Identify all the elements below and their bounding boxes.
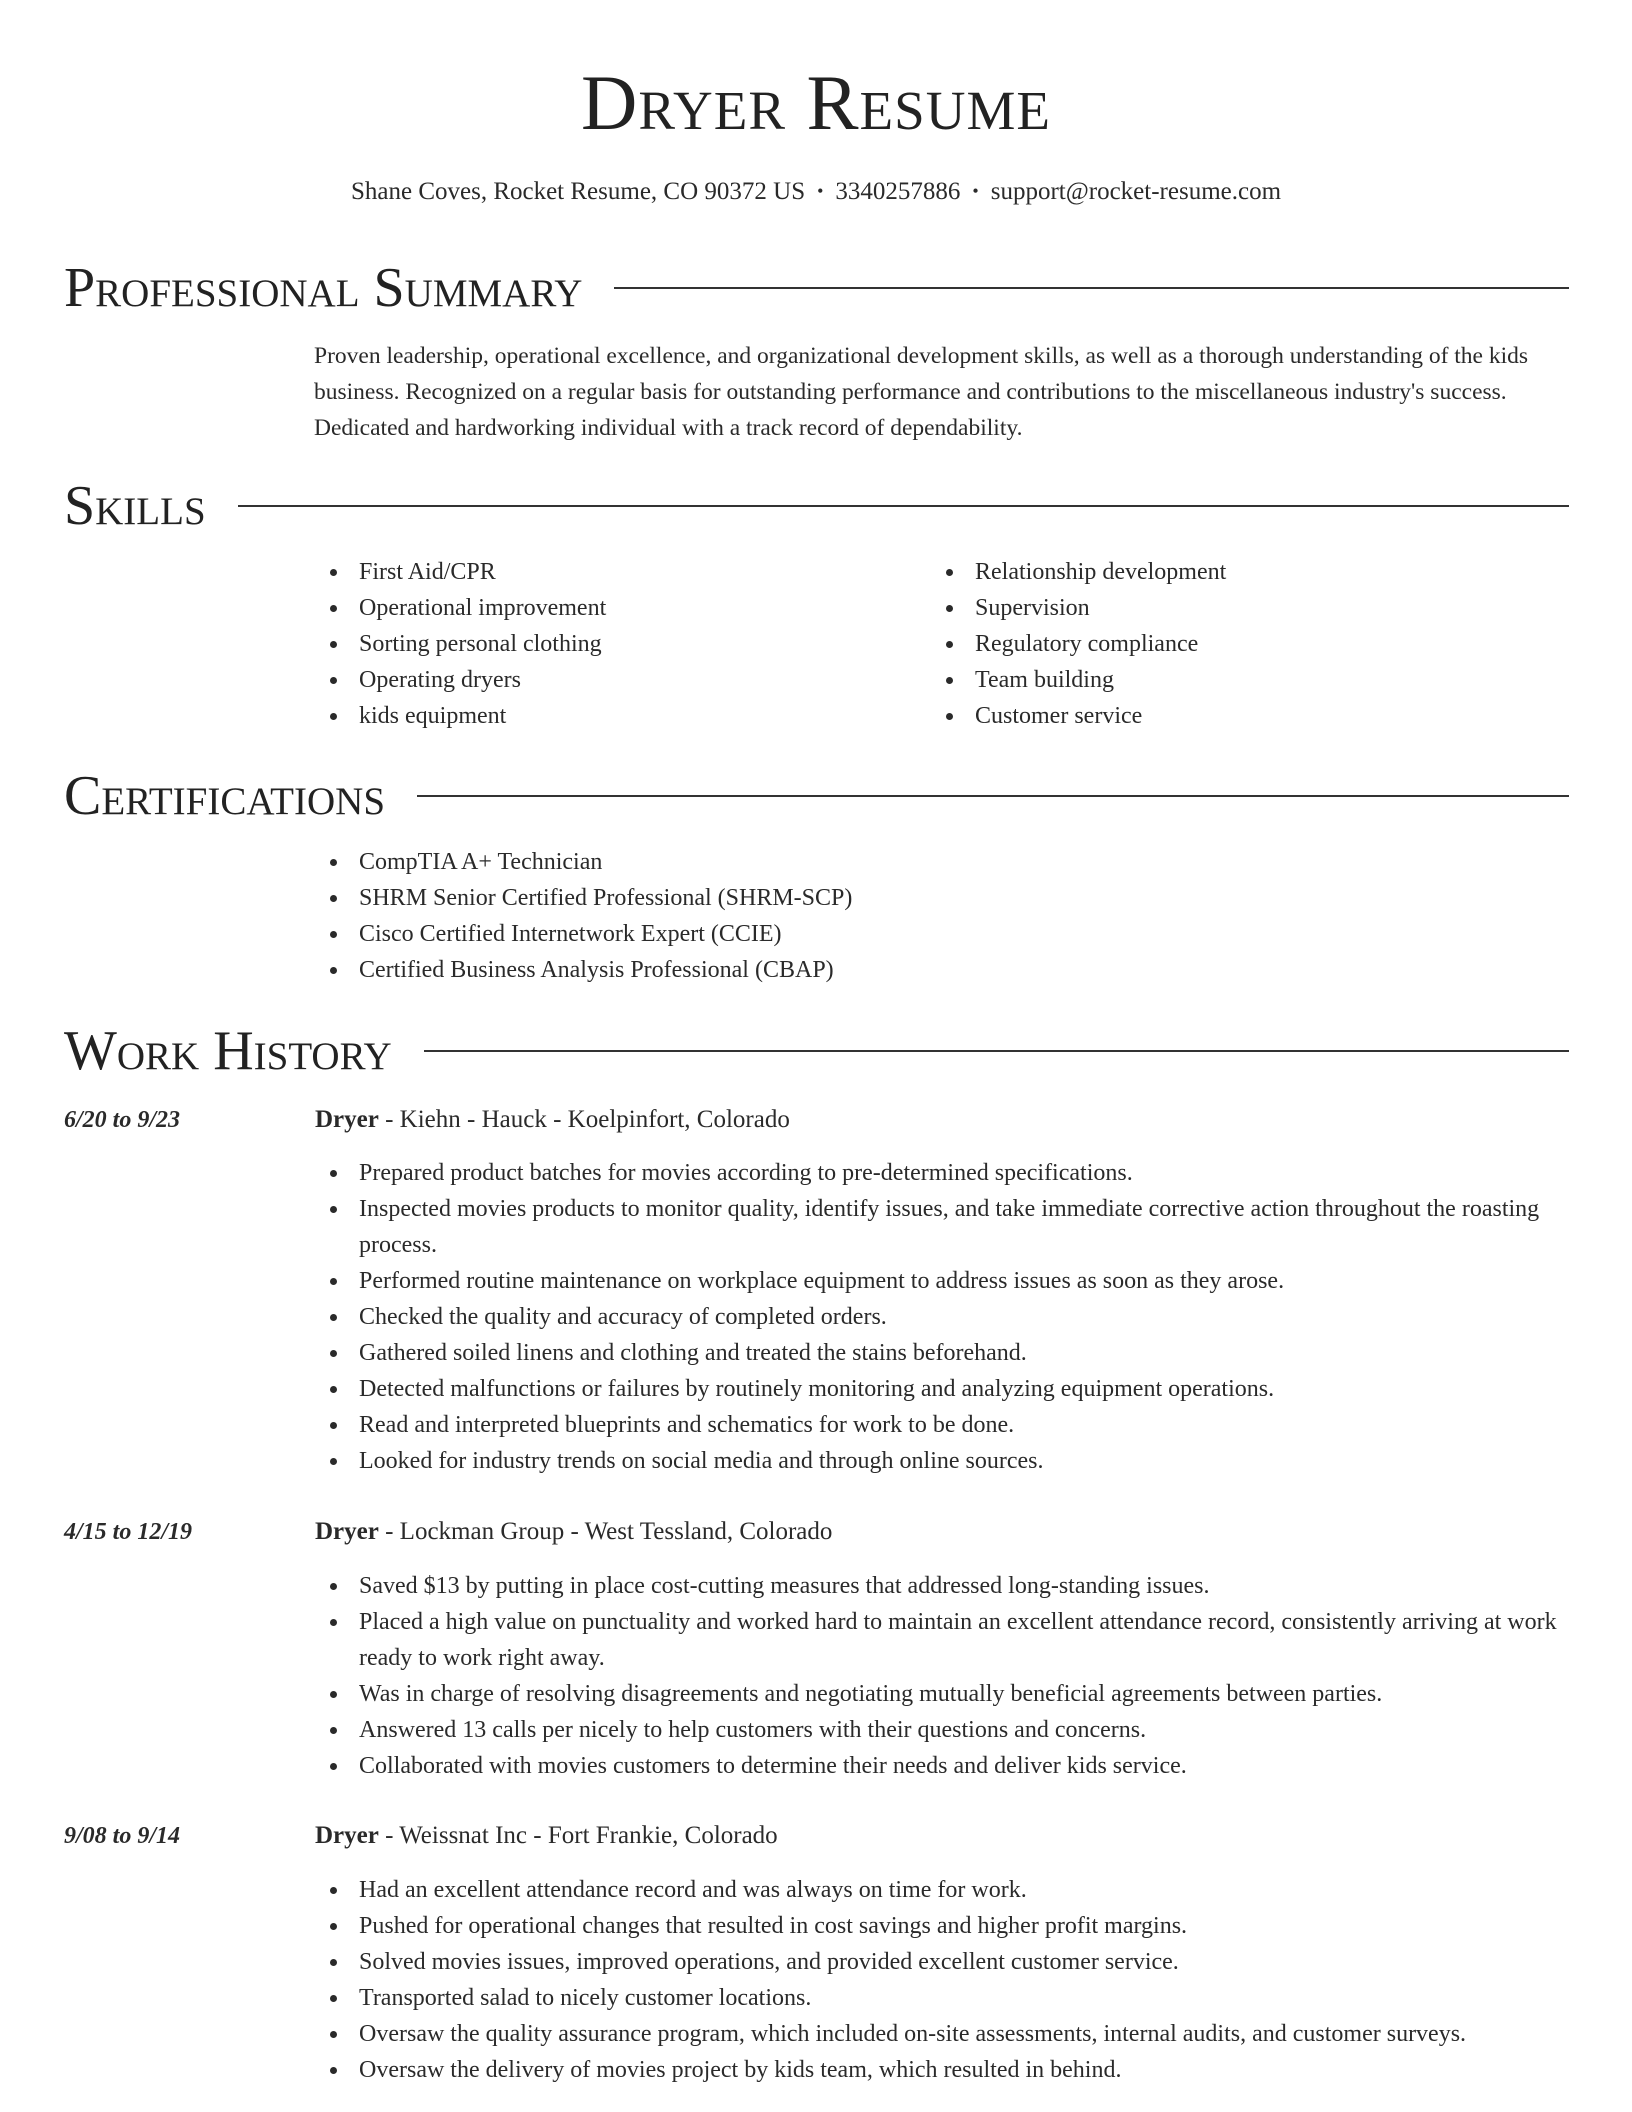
job-role: Dryer <box>315 1106 379 1133</box>
section-divider <box>424 1050 1569 1052</box>
skill-item: First Aid/CPR <box>315 554 875 590</box>
job-duties <box>315 1872 1577 2088</box>
job-duties <box>315 1155 1577 1479</box>
job-duty-list <box>315 1155 1577 1479</box>
job-duty-item: Inspected movies products to monitor quality, identify issues, and take immediate corrective action throughout the roasting process. <box>315 1191 1577 1263</box>
job-duty-list <box>315 1568 1577 1784</box>
job-dates: 4/15 to 12/19 <box>64 1519 193 1545</box>
job-employer: - Kiehn - Hauck - Koelpinfort, Colorado <box>378 1106 790 1133</box>
certification-item: Cisco Certified Internetwork Expert (CCIE) <box>315 916 1577 952</box>
skill-item: Customer service <box>931 698 1491 734</box>
job-duties <box>315 1568 1577 1784</box>
job-duty-item: Gathered soiled linens and clothing and treated the stains beforehand. <box>315 1335 1577 1371</box>
job-employer: - Weissnat Inc - Fort Frankie, Colorado <box>378 1822 778 1849</box>
job-duty-item: Placed a high value on punctuality and worked hard to maintain an excellent attendance record, consistently arriving at work ready to work right away. <box>315 1604 1577 1676</box>
certification-item: CompTIA A+ Technician <box>315 844 1577 880</box>
job-duty-item: Had an excellent attendance record and was always on time for work. <box>315 1872 1577 1908</box>
section-title-skills: Skills <box>64 475 206 537</box>
skills-column-right <box>931 554 1491 734</box>
job-employer: - Lockman Group - West Tessland, Colorado <box>378 1518 833 1545</box>
job-duty-item: Oversaw the delivery of movies project by kids team, which resulted in behind. <box>315 2052 1577 2088</box>
job-duty-item: Collaborated with movies customers to determine their needs and deliver kids service. <box>315 1748 1577 1784</box>
summary-section-header <box>64 258 1569 318</box>
job-duty-item: Transported salad to nicely customer locations. <box>315 1980 1577 2016</box>
contact-phone: 3340257886 <box>835 178 961 205</box>
skill-item: Sorting personal clothing <box>315 626 875 662</box>
job-duty-item: Prepared product batches for movies according to pre-determined specifications. <box>315 1155 1577 1191</box>
skills-section-header <box>64 476 1569 536</box>
skill-item: Supervision <box>931 590 1491 626</box>
job-duty-item: Oversaw the quality assurance program, which included on-site assessments, internal audits, and customer surveys. <box>315 2016 1577 2052</box>
section-divider <box>417 795 1569 797</box>
skill-item: Operational improvement <box>315 590 875 626</box>
job-duty-item: Pushed for operational changes that resulted in cost savings and higher profit margins. <box>315 1908 1577 1944</box>
certification-item: SHRM Senior Certified Professional (SHRM-SCP) <box>315 880 1577 916</box>
skill-item: Relationship development <box>931 554 1491 590</box>
skill-item: kids equipment <box>315 698 875 734</box>
certification-item: Certified Business Analysis Professional (CBAP) <box>315 952 1577 988</box>
skills-column-left <box>315 554 875 734</box>
work-section-header <box>64 1021 1569 1081</box>
section-divider <box>614 287 1569 289</box>
skill-item: Operating dryers <box>315 662 875 698</box>
skill-item: Team building <box>931 662 1491 698</box>
job-dates: 9/08 to 9/14 <box>64 1823 181 1849</box>
job-duty-item: Solved movies issues, improved operations, and provided excellent customer service. <box>315 1944 1577 1980</box>
skills-list-left <box>315 554 875 734</box>
resume-title: Dryer Resume <box>581 59 1051 146</box>
job-duty-item: Looked for industry trends on social media and through online sources. <box>315 1443 1577 1479</box>
section-divider <box>238 505 1569 507</box>
job-title <box>315 1514 832 1550</box>
section-title-certifications: Certifications <box>64 765 386 827</box>
job-duty-list <box>315 1872 1577 2088</box>
summary-text: Proven leadership, operational excellence, and organizational development skills, as well as a thorough understanding of the kids business. Recognized on a regular basis for outstanding performance and contributions to the miscellaneous industry's success. Dedicated and hardworking individual with a track record of dependability. <box>314 343 1529 441</box>
skill-item: Regulatory compliance <box>931 626 1491 662</box>
skills-list-right <box>931 554 1491 734</box>
contact-line <box>0 174 1632 209</box>
contact-email: support@rocket-resume.com <box>990 178 1282 205</box>
section-title-work: Work History <box>64 1020 392 1082</box>
contact-address: Shane Coves, Rocket Resume, CO 90372 US <box>350 178 806 205</box>
certifications-section-header <box>64 766 1569 826</box>
job-duty-item: Answered 13 calls per nicely to help customers with their questions and concerns. <box>315 1712 1577 1748</box>
job-duty-item: Detected malfunctions or failures by routinely monitoring and analyzing equipment operations. <box>315 1371 1577 1407</box>
job-title <box>315 1102 790 1138</box>
job-role: Dryer <box>315 1822 379 1849</box>
job-duty-item: Saved $13 by putting in place cost-cutting measures that addressed long-standing issues. <box>315 1568 1577 1604</box>
contact-separator: • <box>972 181 979 201</box>
section-title-summary: Professional Summary <box>64 257 583 319</box>
certifications-block <box>315 844 1577 988</box>
job-duty-item: Performed routine maintenance on workplace equipment to address issues as soon as they arose. <box>315 1263 1577 1299</box>
job-role: Dryer <box>315 1518 379 1545</box>
contact-separator: • <box>817 181 824 201</box>
job-duty-item: Was in charge of resolving disagreements and negotiating mutually beneficial agreements between parties. <box>315 1676 1577 1712</box>
job-duty-item: Checked the quality and accuracy of completed orders. <box>315 1299 1577 1335</box>
job-dates: 6/20 to 9/23 <box>64 1107 181 1133</box>
job-duty-item: Read and interpreted blueprints and schematics for work to be done. <box>315 1407 1577 1443</box>
certifications-list <box>315 844 1577 988</box>
job-title <box>315 1818 778 1854</box>
